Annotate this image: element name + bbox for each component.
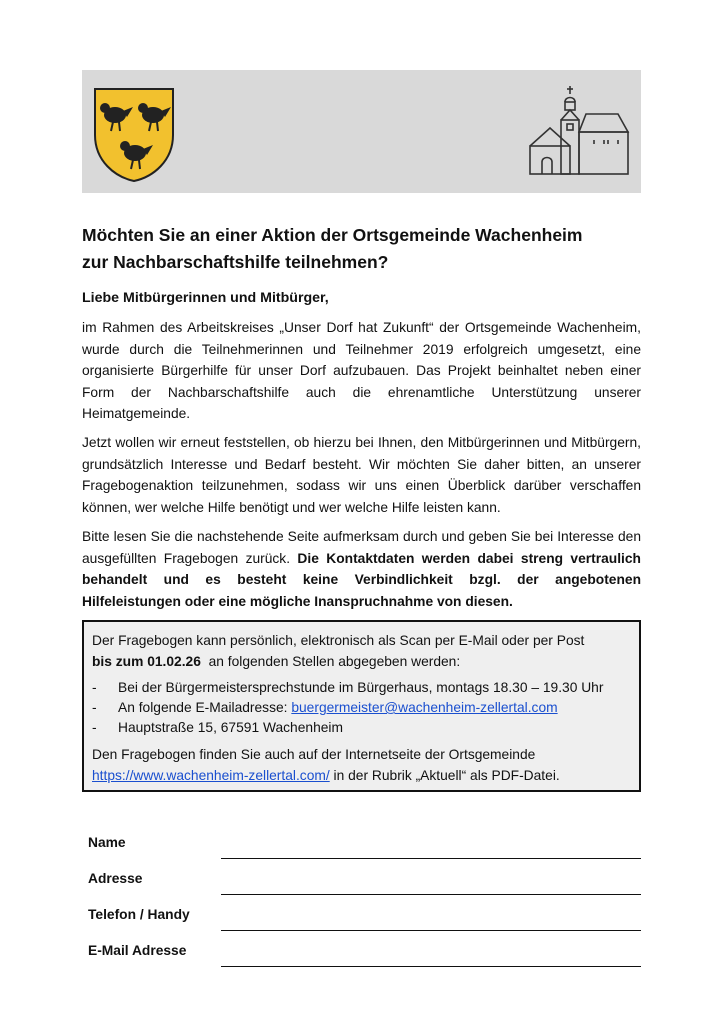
website-info: [92, 744, 632, 786]
address-field-row: [88, 871, 641, 895]
survey-paragraph: Jetzt wollen wir erneut feststellen, ob hierzu bei Ihnen, den Mitbürgerinnen und Mitbürgern, grundsätzlich Interesse und Bedarf besteht. Wir möchten Sie daher bitten, an unserer Fragebogenaktion teilzunehmen, sodass wir uns einen Überblick darüber verschaffen können, wer welche Hilfe benötigt und wer welche Hilfe leisten kann.: [82, 435, 641, 515]
email-field-row: [88, 943, 641, 967]
email-label: E-Mail Adresse: [88, 943, 187, 958]
list-item: [92, 698, 632, 718]
privacy-bold-text: Die Kontaktdaten werden dabei streng vertraulich behandelt und es besteht keine Verbindlichkeit bzgl. der angebotenen Hilfeleistungen oder eine mögliche Inanspruchnahme von diesen.: [82, 550, 641, 609]
intro-paragraph: im Rahmen des Arbeitskreises „Unser Dorf hat Zukunft“ der Ortsgemeinde Wachenheim, wurde durch die Teilnehmerinnen und Teilnehmer 2019 erfolgreich umgesetzt, eine organisierte Bürgerhilfe für unser Dorf aufzubauen. Das Projekt beinhaltet neben einer Form der Nachbarschaftshilfe auch die ehrenamtliche Unterstützung unserer Heimatgemeinde.: [82, 320, 641, 421]
address-field[interactable]: [221, 894, 641, 895]
submission-list: [92, 678, 632, 738]
header-banner: [82, 70, 641, 193]
deadline: bis zum 01.02.26: [92, 654, 201, 669]
phone-field-row: [88, 907, 641, 931]
page-title: [82, 222, 642, 276]
phone-field[interactable]: [221, 930, 641, 931]
deadline-rest: an folgenden Stellen abgegeben werden:: [200, 654, 461, 669]
submission-intro: [92, 630, 632, 672]
list-item-text: An folgende E-Mailadresse:: [118, 700, 292, 715]
privacy-paragraph: [82, 526, 641, 612]
address-label: Adresse: [88, 871, 143, 886]
church-icon: [528, 84, 632, 176]
email-link[interactable]: buergermeister@wachenheim-zellertal.com: [291, 700, 558, 715]
greeting: Liebe Mitbürgerinnen und Mitbürger,: [82, 290, 329, 306]
submission-intro-text: Der Fragebogen kann persönlich, elektronisch als Scan per E-Mail oder per Post: [92, 633, 585, 648]
title-line-1: Möchten Sie an einer Aktion der Ortsgemeinde Wachenheim: [82, 225, 583, 245]
privacy-text: Bitte lesen Sie die nachstehende Seite aufmerksam durch und geben Sie bei Interesse den ausgefüllten Fragebogen zurück.: [82, 529, 641, 566]
website-link[interactable]: https://www.wachenheim-zellertal.com/: [92, 768, 330, 783]
list-dash: -: [92, 700, 97, 715]
coat-of-arms-icon: [91, 85, 177, 183]
website-text: Den Fragebogen finden Sie auch auf der Internetseite der Ortsgemeinde: [92, 747, 536, 762]
name-label: Name: [88, 835, 126, 850]
website-rest: in der Rubrik „Aktuell“ als PDF-Datei.: [329, 768, 560, 783]
list-item-text: Hauptstraße 15, 67591 Wachenheim: [118, 720, 343, 735]
name-field-row: [88, 835, 641, 859]
submission-info-box: [82, 620, 641, 792]
phone-label: Telefon / Handy: [88, 907, 190, 922]
list-item: [92, 678, 632, 698]
list-dash: -: [92, 720, 97, 735]
list-dash: -: [92, 680, 97, 695]
email-field[interactable]: [221, 966, 641, 967]
title-line-2: zur Nachbarschaftshilfe teilnehmen?: [82, 252, 389, 272]
name-field[interactable]: [221, 858, 641, 859]
list-item: [92, 718, 632, 738]
list-item-text: Bei der Bürgermeistersprechstunde im Bürgerhaus, montags 18.30 – 19.30 Uhr: [118, 680, 604, 695]
